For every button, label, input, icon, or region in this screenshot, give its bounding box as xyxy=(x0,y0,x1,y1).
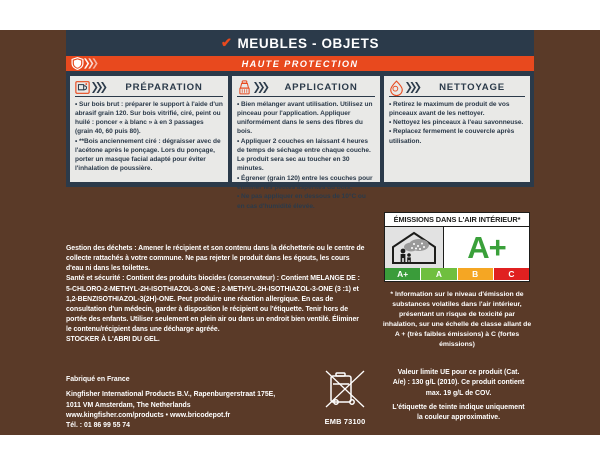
emb-code: EMB 73100 xyxy=(324,417,366,426)
waste-paragraph xyxy=(66,244,366,274)
emissions-footnote: * Information sur le niveau d'émission de substances volatiles dans l'air intérieur, présentant un risque de toxicité par inhalation, sur une échelle de classe allant de A + (très faibles émissions) à C (fortes émissions) xyxy=(382,291,532,348)
check-icon: ✔ xyxy=(220,35,233,50)
scale-item-aplus: A+ xyxy=(385,268,421,280)
crossed-out-wheelie-bin-icon xyxy=(323,369,367,411)
company-name: Kingfisher International Products B.V., Rapenburgerstraat 175E, xyxy=(66,391,276,399)
storage-text: STOCKER À L'ABRI DU GEL. xyxy=(66,336,160,344)
house-icon-cell xyxy=(385,227,444,268)
panel-header xyxy=(75,79,223,97)
emissions-middle xyxy=(385,227,529,268)
instruction-panels xyxy=(66,71,534,210)
panel-preparation xyxy=(70,76,228,182)
emissions-grade: A+ xyxy=(467,230,506,265)
waste-body: Amener le récipient et son contenu dans la déchetterie ou le centre de collecte rattachés à votre commune. Ne pas rejeter le produit dans les égouts, les cours d'eau ni dans les toilettes. xyxy=(66,245,365,273)
scale-item-c: C xyxy=(494,268,529,280)
voc-limit-text: Valeur limite UE pour ce produit (Cat. A/e) : 130 g/L (2010). Ce produit contient max. 19 g/L de COV. xyxy=(392,369,525,397)
chevrons-icon xyxy=(92,82,109,93)
shade-disclaimer: L'étiquette de teinte indique uniquement la couleur approximative. xyxy=(392,404,525,422)
company-address: 1011 VM Amsterdam, The Netherlands xyxy=(66,401,191,409)
safety-title: Santé et sécurité : xyxy=(66,275,125,283)
waste-and-safety-text xyxy=(66,244,366,345)
panel-nettoyage xyxy=(384,76,530,182)
protection-bar xyxy=(66,56,534,71)
header-title-row xyxy=(66,30,534,56)
phone: Tél. : 01 86 99 55 74 xyxy=(66,422,130,430)
panel-title: NETTOYAGE xyxy=(439,82,505,93)
bin-block xyxy=(300,369,390,426)
header-bar xyxy=(66,30,534,56)
batch-code: MAND1_2223 xyxy=(66,435,110,443)
websites[interactable]: www.kingfisher.com/products • www.bricodepot.fr xyxy=(66,412,231,420)
chevrons-icon xyxy=(406,82,423,93)
panel-body: • Bien mélanger avant utilisation. Utilisez un pinceau pour l'application. Appliquer uniformément dans le sens des fibres du bois. • Appliquer 2 couches en laissant 4 heures de temps de séchage entre chaque couche. Le produit sera sec au toucher en 30 minutes. • Égrener (grain 120) entre les couches pour éliminer les petites aspérités du bois. • Ne pas appliquer en dessous de 10°C ou en cas d'humidité élevée. xyxy=(237,100,373,210)
panel-body: • Retirez le maximum de produit de vos pinceaux avant de les nettoyer. • Nettoyez les pinceaux à l'eau savonneuse. • Replacez fermement le couvercle après utilisation. xyxy=(389,100,524,145)
safety-body: Contient des produits biocides (conservateur) : Contient MELANGE DE : 5-CHLORO-2-METHYL-2H-ISOTHIAZOL-3-ONE ; 2-METHYL-2H-ISOTHIAZOL-3-ONE (3 :1) et 1,2-BENZISOTHIAZOL-3(2H)-ONE. Peut produire une réaction allergique. En cas de consultation d'un médecin, garder à disposition le récipient ou l'étiquette. Tenir hors de portée des enfants. Utiliser seulement en plein air ou dans un endroit bien ventilé. Éliminer le contenu/récipient dans une décharge agréée. xyxy=(66,275,360,334)
emissions-header: ÉMISSIONS DANS L'AIR INTÉRIEUR* xyxy=(385,213,529,227)
indoor-air-house-icon xyxy=(390,231,438,265)
safety-paragraph xyxy=(66,274,366,335)
chevrons-icon xyxy=(84,58,100,69)
protection-label: HAUTE PROTECTION xyxy=(241,58,359,69)
paint-brush-icon xyxy=(237,80,252,95)
panel-header xyxy=(237,79,375,97)
panel-body: • Sur bois brut : préparer le support à l'aide d'un abrasif grain 120. Sur bois vitrifié, ciré, peint ou huilé : poncer « à blanc » à en 3 passages (grain 40, 60 puis 80). • **Bois anciennement ciré : dégraisser avec de l'acétone après le ponçage. Lors du ponçage, porter un masque facial adapté pour éviter l'inhalation de poussière. xyxy=(75,100,223,173)
origin-text: Fabriqué en France xyxy=(66,376,130,383)
sanding-block-icon xyxy=(75,80,90,95)
chevrons-icon xyxy=(254,82,271,93)
product-label xyxy=(0,30,600,443)
panel-header xyxy=(389,79,525,97)
panel-title: PRÉPARATION xyxy=(125,82,203,93)
shield-icon xyxy=(71,57,84,70)
indoor-air-emissions-label xyxy=(384,212,530,282)
waste-title: Gestion des déchets : xyxy=(66,245,137,252)
emissions-scale xyxy=(385,268,529,280)
page-title: MEUBLES - OBJETS xyxy=(237,35,380,51)
scale-item-a: A xyxy=(421,268,457,280)
panel-title: APPLICATION xyxy=(284,82,358,93)
water-drop-cleaning-icon xyxy=(389,80,404,95)
header-left-spacer xyxy=(0,30,66,71)
panel-application xyxy=(232,76,380,210)
header-right-spacer xyxy=(534,30,600,71)
scale-item-b: B xyxy=(458,268,494,280)
voc-info xyxy=(391,368,526,424)
